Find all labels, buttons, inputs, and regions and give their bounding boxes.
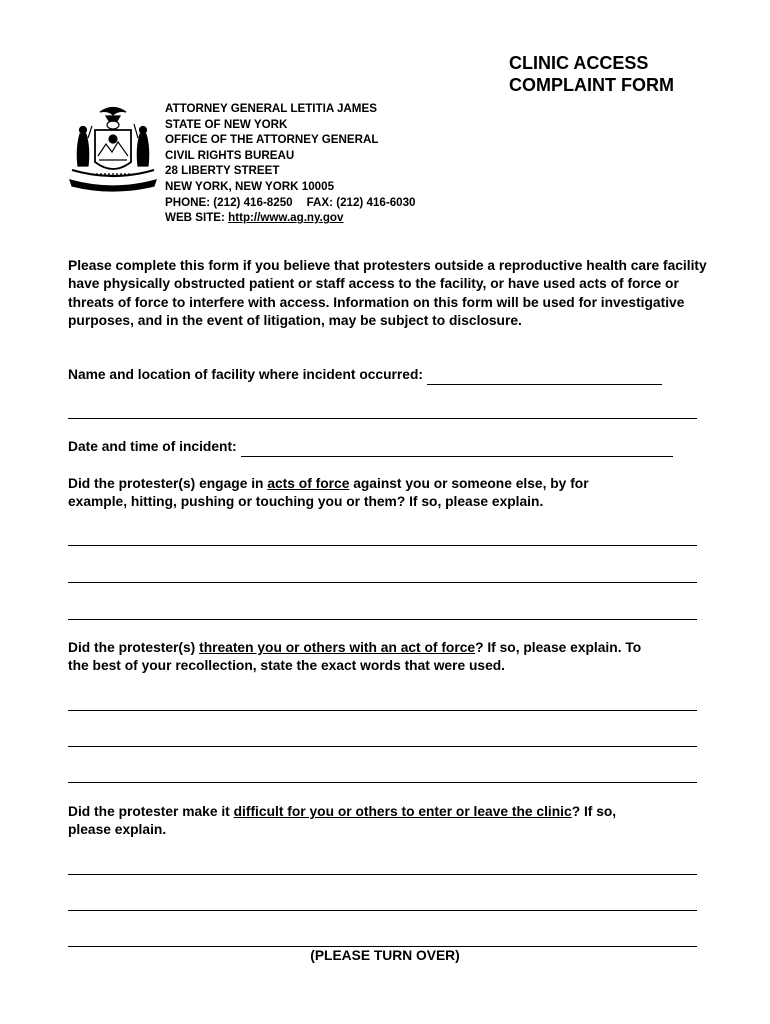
- answer-line-2a[interactable]: [68, 710, 697, 711]
- facility-field-row: [68, 366, 662, 385]
- q1-text-post: against you or someone else, by for: [349, 476, 589, 491]
- date-input-line[interactable]: [241, 438, 673, 457]
- q2-text-post: ? If so, please explain. To: [475, 640, 642, 655]
- office-fax: FAX: (212) 416-6030: [306, 195, 416, 209]
- turn-over-note: (PLEASE TURN OVER): [310, 948, 460, 963]
- question-threats: [68, 639, 641, 676]
- question-acts-of-force-line1: [68, 475, 589, 493]
- new-york-state-seal: [66, 104, 160, 196]
- q2-text-emphasis: threaten you or others with an act of force: [199, 640, 476, 655]
- q1-text-pre: Did the protester(s) engage in: [68, 476, 268, 491]
- office-street: 28 LIBERTY STREET: [165, 164, 280, 178]
- question-acts-of-force: [68, 475, 589, 512]
- answer-line-1a[interactable]: [68, 545, 697, 546]
- office-name: OFFICE OF THE ATTORNEY GENERAL: [165, 133, 379, 147]
- question-acts-of-force-line2: example, hitting, pushing or touching you or them? If so, please explain.: [68, 494, 544, 510]
- answer-line-3a[interactable]: [68, 874, 697, 875]
- facility-label: Name and location of facility where incident occurred:: [68, 367, 423, 382]
- office-website-line: [165, 210, 416, 226]
- form-title-line2: COMPLAINT FORM: [509, 75, 674, 95]
- office-phone: PHONE: (212) 416-8250: [165, 195, 293, 209]
- question-threats-line2: the best of your recollection, state the exact words that were used.: [68, 658, 506, 674]
- q3-text-pre: Did the protester make it: [68, 804, 234, 819]
- date-field-row: [68, 438, 673, 457]
- question-threats-line1: [68, 639, 641, 657]
- answer-line-3c[interactable]: [68, 946, 697, 947]
- q1-text-emphasis: acts of force: [267, 476, 350, 491]
- instructions-paragraph: Please complete this form if you believe that protesters outside a reproductive health care facility have physically obstructed patient or staff access to the facility, or have used acts of force or threats of force to interfere with access. Information on this form will be used for investigative purposes, and in the event of litigation, may be subject to disclosure.: [68, 258, 707, 329]
- question-obstruction-line2: please explain.: [68, 822, 167, 838]
- question-obstruction: [68, 803, 616, 840]
- office-website-label: WEB SITE:: [165, 211, 225, 225]
- office-contact-line: [165, 195, 416, 211]
- form-title: [509, 52, 674, 96]
- form-title-line1: CLINIC ACCESS: [509, 53, 649, 73]
- answer-line-2c[interactable]: [68, 782, 697, 783]
- office-bureau: CIVIL RIGHTS BUREAU: [165, 148, 295, 162]
- question-obstruction-line1: [68, 803, 616, 821]
- office-website-link[interactable]: http://www.ag.ny.gov: [228, 211, 344, 225]
- q2-text-pre: Did the protester(s): [68, 640, 200, 655]
- office-state: STATE OF NEW YORK: [165, 117, 288, 131]
- date-label: Date and time of incident:: [68, 439, 237, 454]
- office-address-block: [165, 101, 416, 226]
- q3-text-emphasis: difficult for you or others to enter or leave the clinic: [233, 804, 572, 819]
- answer-line-1c[interactable]: [68, 619, 697, 620]
- answer-line-2b[interactable]: [68, 746, 697, 747]
- answer-line-1b[interactable]: [68, 582, 697, 583]
- office-attorney-general: ATTORNEY GENERAL LETITIA JAMES: [165, 102, 377, 115]
- facility-input-line[interactable]: [427, 366, 662, 385]
- answer-line-3b[interactable]: [68, 910, 697, 911]
- q3-text-post: ? If so,: [571, 804, 617, 819]
- office-city: NEW YORK, NEW YORK 10005: [165, 179, 335, 193]
- facility-continuation-line[interactable]: [68, 418, 697, 419]
